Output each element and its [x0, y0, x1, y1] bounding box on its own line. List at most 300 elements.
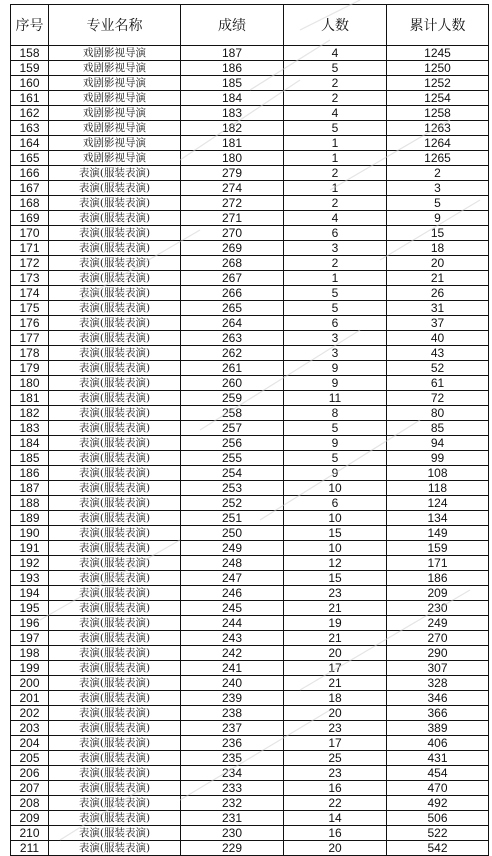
- cell-index: 191: [11, 541, 49, 556]
- cell-count: 16: [284, 781, 387, 796]
- table-row: [11, 826, 489, 841]
- cell-count: 4: [284, 211, 387, 226]
- table-row: [11, 61, 489, 76]
- cell-count: 5: [284, 421, 387, 436]
- cell-major: 表演(服装表演): [49, 166, 181, 181]
- cell-cumulative: 492: [387, 796, 489, 811]
- cell-score: 182: [181, 121, 284, 136]
- cell-cumulative: 134: [387, 511, 489, 526]
- table-row: [11, 76, 489, 91]
- cell-score: 274: [181, 181, 284, 196]
- table-row: [11, 271, 489, 286]
- cell-cumulative: 522: [387, 826, 489, 841]
- cell-score: 272: [181, 196, 284, 211]
- cell-major: 表演(服装表演): [49, 616, 181, 631]
- cell-count: 20: [284, 841, 387, 856]
- table-row: [11, 166, 489, 181]
- cell-cumulative: 249: [387, 616, 489, 631]
- cell-major: 表演(服装表演): [49, 241, 181, 256]
- table-row: [11, 346, 489, 361]
- cell-score: 269: [181, 241, 284, 256]
- cell-score: 268: [181, 256, 284, 271]
- table-row: [11, 136, 489, 151]
- table-row: [11, 766, 489, 781]
- cell-count: 18: [284, 691, 387, 706]
- cell-major: 戏剧影视导演: [49, 46, 181, 61]
- cell-score: 247: [181, 571, 284, 586]
- cell-major: 表演(服装表演): [49, 301, 181, 316]
- cell-index: 180: [11, 376, 49, 391]
- cell-major: 表演(服装表演): [49, 661, 181, 676]
- cell-index: 172: [11, 256, 49, 271]
- cell-score: 250: [181, 526, 284, 541]
- cell-score: 255: [181, 451, 284, 466]
- table-row: [11, 616, 489, 631]
- cell-count: 21: [284, 676, 387, 691]
- cell-index: 164: [11, 136, 49, 151]
- cell-major: 表演(服装表演): [49, 691, 181, 706]
- cell-score: 254: [181, 466, 284, 481]
- cell-score: 183: [181, 106, 284, 121]
- cell-index: 184: [11, 436, 49, 451]
- cell-cumulative: 52: [387, 361, 489, 376]
- cell-count: 4: [284, 46, 387, 61]
- cell-index: 210: [11, 826, 49, 841]
- table-row: [11, 181, 489, 196]
- cell-index: 192: [11, 556, 49, 571]
- cell-score: 184: [181, 91, 284, 106]
- cell-count: 6: [284, 496, 387, 511]
- cell-index: 182: [11, 406, 49, 421]
- table-row: [11, 706, 489, 721]
- header-major: 专业名称: [49, 5, 181, 46]
- cell-score: 262: [181, 346, 284, 361]
- cell-count: 3: [284, 346, 387, 361]
- cell-index: 183: [11, 421, 49, 436]
- cell-cumulative: 40: [387, 331, 489, 346]
- cell-score: 235: [181, 751, 284, 766]
- cell-cumulative: 149: [387, 526, 489, 541]
- table-row: [11, 376, 489, 391]
- table-row: [11, 751, 489, 766]
- cell-score: 267: [181, 271, 284, 286]
- cell-cumulative: 366: [387, 706, 489, 721]
- cell-major: 表演(服装表演): [49, 196, 181, 211]
- table-row: [11, 526, 489, 541]
- cell-major: 表演(服装表演): [49, 706, 181, 721]
- cell-cumulative: 80: [387, 406, 489, 421]
- cell-index: 202: [11, 706, 49, 721]
- header-row: [11, 5, 489, 46]
- cell-score: 253: [181, 481, 284, 496]
- cell-major: 表演(服装表演): [49, 766, 181, 781]
- header-count: 人数: [284, 5, 387, 46]
- table-row: [11, 286, 489, 301]
- cell-count: 15: [284, 526, 387, 541]
- table-row: [11, 571, 489, 586]
- cell-major: 表演(服装表演): [49, 526, 181, 541]
- cell-cumulative: 5: [387, 196, 489, 211]
- cell-cumulative: 21: [387, 271, 489, 286]
- cell-index: 160: [11, 76, 49, 91]
- cell-cumulative: 1264: [387, 136, 489, 151]
- cell-cumulative: 18: [387, 241, 489, 256]
- cell-major: 表演(服装表演): [49, 496, 181, 511]
- cell-count: 16: [284, 826, 387, 841]
- table-row: [11, 316, 489, 331]
- table-row: [11, 361, 489, 376]
- cell-score: 186: [181, 61, 284, 76]
- cell-count: 20: [284, 646, 387, 661]
- cell-count: 17: [284, 736, 387, 751]
- table-row: [11, 586, 489, 601]
- cell-score: 279: [181, 166, 284, 181]
- cell-major: 表演(服装表演): [49, 421, 181, 436]
- cell-major: 戏剧影视导演: [49, 106, 181, 121]
- cell-index: 204: [11, 736, 49, 751]
- cell-cumulative: 1265: [387, 151, 489, 166]
- cell-major: 戏剧影视导演: [49, 91, 181, 106]
- cell-major: 表演(服装表演): [49, 376, 181, 391]
- cell-score: 249: [181, 541, 284, 556]
- table-row: [11, 511, 489, 526]
- cell-cumulative: 108: [387, 466, 489, 481]
- cell-score: 229: [181, 841, 284, 856]
- table-row: [11, 481, 489, 496]
- table-row: [11, 631, 489, 646]
- cell-count: 23: [284, 766, 387, 781]
- cell-count: 2: [284, 196, 387, 211]
- cell-count: 20: [284, 706, 387, 721]
- cell-major: 表演(服装表演): [49, 466, 181, 481]
- cell-score: 242: [181, 646, 284, 661]
- cell-score: 180: [181, 151, 284, 166]
- cell-major: 表演(服装表演): [49, 796, 181, 811]
- cell-cumulative: 26: [387, 286, 489, 301]
- cell-count: 6: [284, 226, 387, 241]
- cell-cumulative: 37: [387, 316, 489, 331]
- table-row: [11, 301, 489, 316]
- cell-index: 166: [11, 166, 49, 181]
- header-index: 序号: [11, 5, 49, 46]
- cell-count: 2: [284, 256, 387, 271]
- cell-score: 263: [181, 331, 284, 346]
- cell-index: 196: [11, 616, 49, 631]
- cell-cumulative: 94: [387, 436, 489, 451]
- cell-index: 207: [11, 781, 49, 796]
- header-cumulative: 累计人数: [387, 5, 489, 46]
- cell-cumulative: 1263: [387, 121, 489, 136]
- cell-cumulative: 61: [387, 376, 489, 391]
- cell-score: 244: [181, 616, 284, 631]
- table-row: [11, 646, 489, 661]
- cell-cumulative: 406: [387, 736, 489, 751]
- cell-index: 174: [11, 286, 49, 301]
- cell-major: 表演(服装表演): [49, 511, 181, 526]
- cell-cumulative: 290: [387, 646, 489, 661]
- cell-count: 23: [284, 586, 387, 601]
- cell-cumulative: 1252: [387, 76, 489, 91]
- table-row: [11, 811, 489, 826]
- cell-index: 201: [11, 691, 49, 706]
- cell-cumulative: 328: [387, 676, 489, 691]
- cell-score: 260: [181, 376, 284, 391]
- table-row: [11, 676, 489, 691]
- table-row: [11, 406, 489, 421]
- cell-major: 表演(服装表演): [49, 676, 181, 691]
- cell-major: 表演(服装表演): [49, 721, 181, 736]
- cell-major: 表演(服装表演): [49, 481, 181, 496]
- cell-index: 211: [11, 841, 49, 856]
- cell-index: 176: [11, 316, 49, 331]
- cell-count: 21: [284, 601, 387, 616]
- cell-index: 179: [11, 361, 49, 376]
- table-row: [11, 601, 489, 616]
- cell-score: 265: [181, 301, 284, 316]
- table-row: [11, 691, 489, 706]
- cell-score: 234: [181, 766, 284, 781]
- table-row: [11, 661, 489, 676]
- table-row: [11, 796, 489, 811]
- cell-count: 1: [284, 271, 387, 286]
- cell-index: 170: [11, 226, 49, 241]
- cell-index: 198: [11, 646, 49, 661]
- cell-score: 185: [181, 76, 284, 91]
- cell-index: 209: [11, 811, 49, 826]
- cell-score: 270: [181, 226, 284, 241]
- cell-score: 230: [181, 826, 284, 841]
- cell-index: 189: [11, 511, 49, 526]
- cell-count: 2: [284, 166, 387, 181]
- cell-major: 戏剧影视导演: [49, 121, 181, 136]
- cell-count: 3: [284, 241, 387, 256]
- cell-major: 表演(服装表演): [49, 391, 181, 406]
- cell-major: 表演(服装表演): [49, 736, 181, 751]
- cell-cumulative: 307: [387, 661, 489, 676]
- cell-index: 199: [11, 661, 49, 676]
- cell-major: 表演(服装表演): [49, 751, 181, 766]
- cell-cumulative: 15: [387, 226, 489, 241]
- cell-major: 表演(服装表演): [49, 346, 181, 361]
- cell-index: 168: [11, 196, 49, 211]
- cell-count: 17: [284, 661, 387, 676]
- cell-cumulative: 431: [387, 751, 489, 766]
- table-row: [11, 226, 489, 241]
- table-row: [11, 256, 489, 271]
- cell-score: 236: [181, 736, 284, 751]
- cell-major: 表演(服装表演): [49, 211, 181, 226]
- cell-index: 188: [11, 496, 49, 511]
- cell-index: 190: [11, 526, 49, 541]
- cell-major: 表演(服装表演): [49, 451, 181, 466]
- cell-cumulative: 470: [387, 781, 489, 796]
- cell-cumulative: 1258: [387, 106, 489, 121]
- cell-cumulative: 72: [387, 391, 489, 406]
- table-row: [11, 91, 489, 106]
- cell-index: 162: [11, 106, 49, 121]
- cell-major: 表演(服装表演): [49, 601, 181, 616]
- cell-index: 169: [11, 211, 49, 226]
- cell-score: 237: [181, 721, 284, 736]
- cell-score: 187: [181, 46, 284, 61]
- cell-cumulative: 186: [387, 571, 489, 586]
- cell-cumulative: 542: [387, 841, 489, 856]
- cell-count: 12: [284, 556, 387, 571]
- cell-cumulative: 99: [387, 451, 489, 466]
- cell-major: 表演(服装表演): [49, 781, 181, 796]
- cell-major: 表演(服装表演): [49, 631, 181, 646]
- cell-count: 2: [284, 76, 387, 91]
- cell-score: 261: [181, 361, 284, 376]
- cell-count: 6: [284, 316, 387, 331]
- cell-major: 表演(服装表演): [49, 571, 181, 586]
- cell-index: 205: [11, 751, 49, 766]
- table-row: [11, 721, 489, 736]
- table-row: [11, 46, 489, 61]
- cell-cumulative: 389: [387, 721, 489, 736]
- cell-major: 表演(服装表演): [49, 646, 181, 661]
- cell-count: 5: [284, 121, 387, 136]
- table-row: [11, 541, 489, 556]
- cell-cumulative: 1254: [387, 91, 489, 106]
- cell-score: 239: [181, 691, 284, 706]
- table-row: [11, 241, 489, 256]
- cell-score: 232: [181, 796, 284, 811]
- cell-count: 10: [284, 511, 387, 526]
- cell-count: 4: [284, 106, 387, 121]
- cell-score: 266: [181, 286, 284, 301]
- cell-cumulative: 209: [387, 586, 489, 601]
- table-row: [11, 391, 489, 406]
- cell-index: 200: [11, 676, 49, 691]
- cell-cumulative: 1250: [387, 61, 489, 76]
- cell-index: 195: [11, 601, 49, 616]
- cell-major: 戏剧影视导演: [49, 151, 181, 166]
- table-row: [11, 331, 489, 346]
- cell-count: 9: [284, 361, 387, 376]
- cell-cumulative: 124: [387, 496, 489, 511]
- cell-cumulative: 159: [387, 541, 489, 556]
- cell-index: 194: [11, 586, 49, 601]
- cell-cumulative: 346: [387, 691, 489, 706]
- cell-index: 203: [11, 721, 49, 736]
- table-row: [11, 451, 489, 466]
- table-row: [11, 781, 489, 796]
- cell-score: 259: [181, 391, 284, 406]
- cell-index: 181: [11, 391, 49, 406]
- cell-cumulative: 2: [387, 166, 489, 181]
- cell-count: 2: [284, 91, 387, 106]
- cell-score: 241: [181, 661, 284, 676]
- cell-count: 3: [284, 331, 387, 346]
- cell-score: 238: [181, 706, 284, 721]
- cell-index: 185: [11, 451, 49, 466]
- cell-index: 158: [11, 46, 49, 61]
- table-row: [11, 841, 489, 856]
- cell-score: 251: [181, 511, 284, 526]
- cell-score: 252: [181, 496, 284, 511]
- cell-count: 15: [284, 571, 387, 586]
- cell-cumulative: 171: [387, 556, 489, 571]
- cell-index: 175: [11, 301, 49, 316]
- cell-cumulative: 43: [387, 346, 489, 361]
- table-row: [11, 436, 489, 451]
- table-row: [11, 496, 489, 511]
- cell-count: 23: [284, 721, 387, 736]
- cell-cumulative: 454: [387, 766, 489, 781]
- cell-major: 表演(服装表演): [49, 361, 181, 376]
- cell-score: 246: [181, 586, 284, 601]
- cell-index: 163: [11, 121, 49, 136]
- cell-cumulative: 230: [387, 601, 489, 616]
- cell-score: 271: [181, 211, 284, 226]
- cell-count: 8: [284, 406, 387, 421]
- cell-count: 5: [284, 61, 387, 76]
- cell-count: 1: [284, 136, 387, 151]
- cell-index: 208: [11, 796, 49, 811]
- cell-cumulative: 31: [387, 301, 489, 316]
- cell-count: 5: [284, 286, 387, 301]
- cell-index: 186: [11, 466, 49, 481]
- cell-score: 231: [181, 811, 284, 826]
- cell-score: 256: [181, 436, 284, 451]
- table-row: [11, 556, 489, 571]
- cell-major: 表演(服装表演): [49, 556, 181, 571]
- table-row: [11, 736, 489, 751]
- cell-major: 表演(服装表演): [49, 181, 181, 196]
- score-table: [10, 4, 489, 856]
- cell-score: 233: [181, 781, 284, 796]
- cell-count: 9: [284, 466, 387, 481]
- cell-major: 戏剧影视导演: [49, 136, 181, 151]
- table-header: [11, 5, 489, 46]
- table-row: [11, 106, 489, 121]
- cell-cumulative: 506: [387, 811, 489, 826]
- cell-index: 206: [11, 766, 49, 781]
- cell-index: 165: [11, 151, 49, 166]
- cell-count: 25: [284, 751, 387, 766]
- cell-cumulative: 3: [387, 181, 489, 196]
- cell-cumulative: 118: [387, 481, 489, 496]
- cell-index: 159: [11, 61, 49, 76]
- table-row: [11, 196, 489, 211]
- cell-index: 167: [11, 181, 49, 196]
- cell-major: 表演(服装表演): [49, 256, 181, 271]
- cell-cumulative: 85: [387, 421, 489, 436]
- cell-index: 173: [11, 271, 49, 286]
- cell-major: 表演(服装表演): [49, 271, 181, 286]
- cell-score: 258: [181, 406, 284, 421]
- cell-count: 1: [284, 181, 387, 196]
- cell-count: 5: [284, 451, 387, 466]
- cell-cumulative: 1245: [387, 46, 489, 61]
- cell-score: 243: [181, 631, 284, 646]
- cell-score: 264: [181, 316, 284, 331]
- cell-count: 10: [284, 541, 387, 556]
- cell-major: 表演(服装表演): [49, 316, 181, 331]
- cell-major: 表演(服装表演): [49, 841, 181, 856]
- cell-score: 181: [181, 136, 284, 151]
- cell-cumulative: 20: [387, 256, 489, 271]
- header-score: 成绩: [181, 5, 284, 46]
- cell-major: 表演(服装表演): [49, 811, 181, 826]
- score-table-container: [10, 4, 488, 856]
- table-row: [11, 211, 489, 226]
- cell-index: 193: [11, 571, 49, 586]
- cell-count: 19: [284, 616, 387, 631]
- table-row: [11, 121, 489, 136]
- cell-major: 表演(服装表演): [49, 406, 181, 421]
